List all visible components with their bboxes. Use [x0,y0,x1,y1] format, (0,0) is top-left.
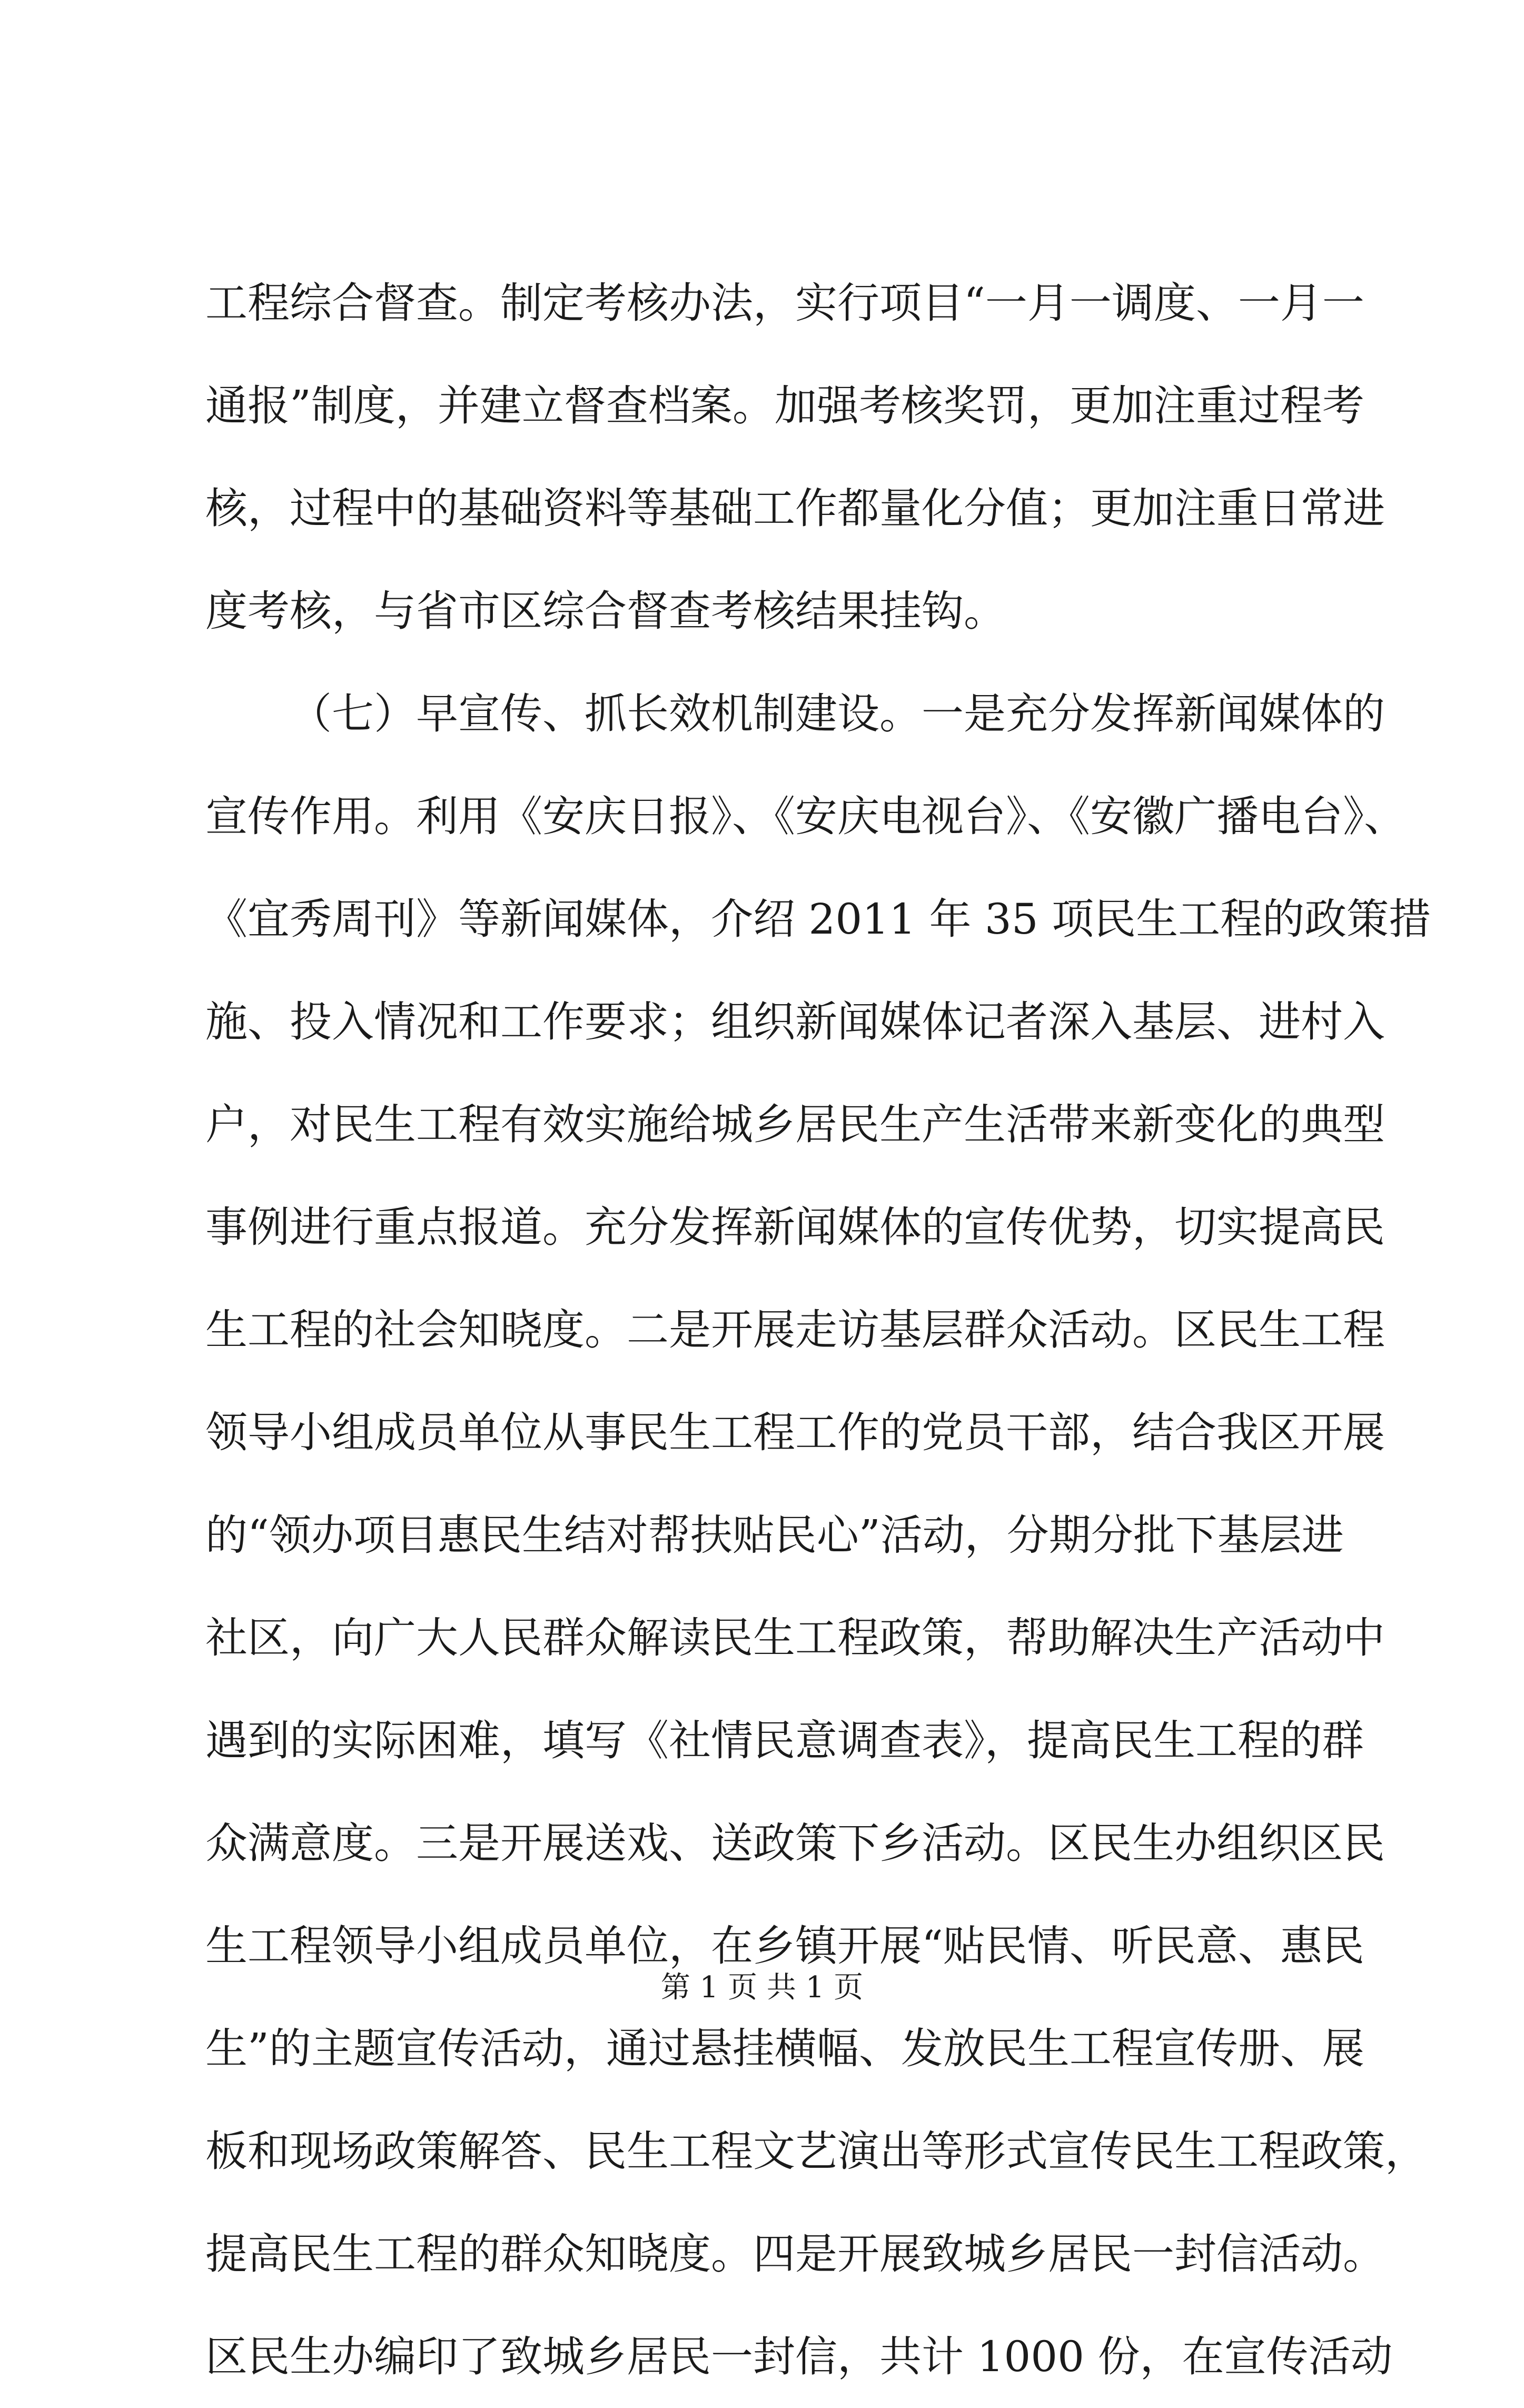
page-footer: 第 1 页 共 1 页 [660,1970,864,2005]
text-line: 事例进行重点报道。充分发挥新闻媒体的宣传优势，切实提高民 [205,1203,1385,1252]
text-line: 核，过程中的基础资料等基础工作都量化分值；更加注重日常进 [205,484,1385,533]
paragraph-heading-line: （七）早宣传、抓长效机制建设。一是充分发挥新闻媒体的 [290,689,1385,738]
text-line: 生工程领导小组成员单位，在乡镇开展“贴民情、听民意、惠民 [205,1921,1364,1970]
text-line: 众满意度。三是开展送戏、送政策下乡活动。区民生办组织区民 [205,1819,1385,1868]
text-line: 遇到的实际困难，填写《社情民意调查表》，提高民生工程的群 [205,1716,1364,1765]
text-line: 生工程的社会知晓度。二是开展走访基层群众活动。区民生工程 [205,1305,1385,1354]
text-line: 施、投入情况和工作要求；组织新闻媒体记者深入基层、进村入 [205,997,1385,1046]
body-text [205,252,1431,2408]
text-line: 社区，向广大人民群众解读民生工程政策，帮助解决生产活动中 [205,1613,1385,1662]
text-line: 度考核，与省市区综合督查考核结果挂钩。 [205,587,1006,636]
text-line: 领导小组成员单位从事民生工程工作的党员干部，结合我区开展 [205,1408,1385,1457]
text-line: 《宜秀周刊》等新闻媒体，介绍 2011 年 35 项民生工程的政策措 [205,895,1431,944]
text-line: 工程综合督查。制定考核办法，实行项目“一月一调度、一月一 [205,279,1364,328]
text-line: 户，对民生工程有效实施给城乡居民生产生活带来新变化的典型 [205,1100,1385,1149]
text-line: 的“领办项目惠民生结对帮扶贴民心”活动，分期分批下基层进 [205,1511,1344,1560]
text-line: 生”的主题宣传活动，通过悬挂横幅、发放民生工程宣传册、展 [205,2024,1364,2073]
text-line: 区民生办编印了致城乡居民一封信，共计 1000 份，在宣传活动 [205,2332,1393,2381]
text-line: 板和现场政策解答、民生工程文艺演出等形式宣传民生工程政策， [205,2127,1427,2176]
text-line: 通报”制度，并建立督查档案。加强考核奖罚，更加注重过程考 [205,381,1364,430]
text-line: 提高民生工程的群众知晓度。四是开展致城乡居民一封信活动。 [205,2229,1385,2278]
text-line: 宣传作用。利用《安庆日报》、《安庆电视台》、《安徽广播电台》、 [205,792,1406,841]
